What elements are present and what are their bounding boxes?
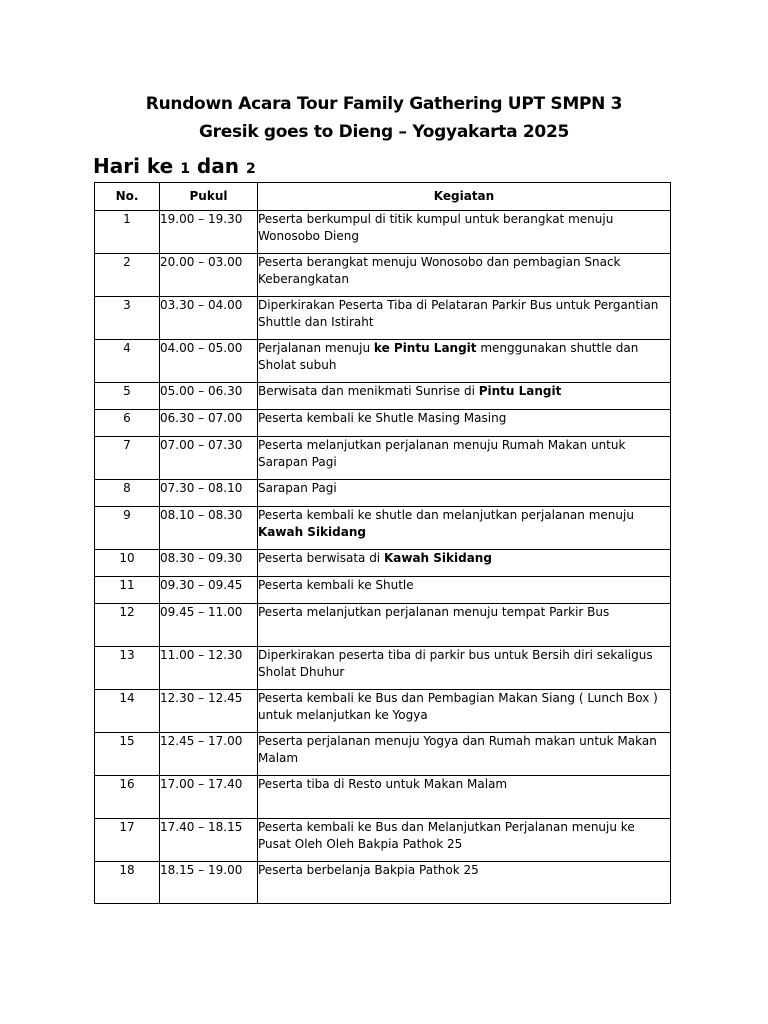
document-title bbox=[0, 90, 768, 146]
activity-text: Peserta melanjutkan perjalanan menuju tempat Parkir Bus bbox=[258, 605, 610, 619]
row-number: 12 bbox=[95, 604, 160, 647]
row-time: 08.30 – 09.30 bbox=[160, 550, 258, 577]
table-row bbox=[95, 604, 671, 647]
table-row bbox=[95, 647, 671, 690]
activity-text: Peserta berkumpul di titik kumpul untuk berangkat menuju Wonosobo Dieng bbox=[258, 212, 614, 243]
day-heading-prefix: Hari ke bbox=[93, 154, 181, 178]
activity-text: Diperkirakan peserta tiba di parkir bus untuk Bersih diri sekaligus Sholat Dhuhur bbox=[258, 648, 653, 679]
activity-text: Peserta melanjutkan perjalanan menuju Rumah Makan untuk Sarapan Pagi bbox=[258, 438, 626, 469]
rundown-table bbox=[94, 182, 671, 904]
row-activity bbox=[258, 647, 671, 690]
activity-text-highlight: Pintu Langit bbox=[478, 384, 562, 398]
document-title-line-2: Gresik goes to Dieng – Yogyakarta 2025 bbox=[199, 122, 569, 142]
table-row bbox=[95, 480, 671, 507]
table-row bbox=[95, 297, 671, 340]
row-time: 09.30 – 09.45 bbox=[160, 577, 258, 604]
row-number: 18 bbox=[95, 862, 160, 904]
row-activity bbox=[258, 340, 671, 383]
table-row bbox=[95, 340, 671, 383]
header-activity: Kegiatan bbox=[258, 183, 671, 211]
activity-text: Peserta berbelanja Bakpia Pathok 25 bbox=[258, 863, 479, 877]
row-number: 13 bbox=[95, 647, 160, 690]
row-activity bbox=[258, 383, 671, 410]
table-row bbox=[95, 410, 671, 437]
row-time: 05.00 – 06.30 bbox=[160, 383, 258, 410]
day-heading-first-number: 1 bbox=[180, 161, 190, 177]
row-number: 15 bbox=[95, 733, 160, 776]
row-number: 1 bbox=[95, 211, 160, 254]
day-heading-connector: dan bbox=[189, 154, 246, 178]
row-activity bbox=[258, 480, 671, 507]
activity-text: Peserta kembali ke Shutle bbox=[258, 578, 414, 592]
row-activity bbox=[258, 550, 671, 577]
activity-text: Peserta kembali ke Bus dan Melanjutkan Perjalanan menuju ke Pusat Oleh Oleh Bakpia Pathok 25 bbox=[258, 820, 635, 851]
row-time: 07.00 – 07.30 bbox=[160, 437, 258, 480]
row-time: 06.30 – 07.00 bbox=[160, 410, 258, 437]
row-number: 2 bbox=[95, 254, 160, 297]
activity-text-highlight: ke Pintu Langit bbox=[373, 341, 477, 355]
table-header-row bbox=[95, 183, 671, 211]
activity-text: Peserta kembali ke Bus dan Pembagian Makan Siang ( Lunch Box ) untuk melanjutkan ke Yogya bbox=[258, 691, 658, 722]
row-time: 04.00 – 05.00 bbox=[160, 340, 258, 383]
row-time: 07.30 – 08.10 bbox=[160, 480, 258, 507]
row-time: 11.00 – 12.30 bbox=[160, 647, 258, 690]
table-row bbox=[95, 254, 671, 297]
row-number: 10 bbox=[95, 550, 160, 577]
activity-text: Berwisata dan menikmati Sunrise di bbox=[258, 384, 479, 398]
row-time: 19.00 – 19.30 bbox=[160, 211, 258, 254]
activity-text: Peserta perjalanan menuju Yogya dan Rumah makan untuk Makan Malam bbox=[258, 734, 657, 765]
table-row bbox=[95, 383, 671, 410]
row-time: 12.45 – 17.00 bbox=[160, 733, 258, 776]
row-number: 4 bbox=[95, 340, 160, 383]
row-activity bbox=[258, 604, 671, 647]
row-activity bbox=[258, 507, 671, 550]
document-title-line-1: Rundown Acara Tour Family Gathering UPT SMPN 3 bbox=[145, 94, 623, 114]
table-row bbox=[95, 507, 671, 550]
row-activity bbox=[258, 437, 671, 480]
activity-text: Peserta berangkat menuju Wonosobo dan pembagian Snack Keberangkatan bbox=[258, 255, 621, 286]
table-row bbox=[95, 437, 671, 480]
row-activity bbox=[258, 862, 671, 904]
row-number: 14 bbox=[95, 690, 160, 733]
activity-text: Perjalanan menuju bbox=[258, 341, 374, 355]
row-activity bbox=[258, 211, 671, 254]
row-number: 11 bbox=[95, 577, 160, 604]
header-no: No. bbox=[95, 183, 160, 211]
row-time: 17.40 – 18.15 bbox=[160, 819, 258, 862]
activity-text: Peserta tiba di Resto untuk Makan Malam bbox=[258, 777, 508, 791]
row-time: 17.00 – 17.40 bbox=[160, 776, 258, 819]
row-activity bbox=[258, 577, 671, 604]
row-number: 7 bbox=[95, 437, 160, 480]
table-row bbox=[95, 819, 671, 862]
activity-text: Peserta kembali ke shutle dan melanjutkan perjalanan menuju bbox=[258, 508, 634, 522]
table-row bbox=[95, 211, 671, 254]
activity-text: Sarapan Pagi bbox=[258, 481, 337, 495]
table-row bbox=[95, 690, 671, 733]
row-activity bbox=[258, 819, 671, 862]
row-number: 9 bbox=[95, 507, 160, 550]
activity-text-highlight: Kawah Sikidang bbox=[383, 551, 492, 565]
table-row bbox=[95, 733, 671, 776]
activity-text: Peserta berwisata di bbox=[258, 551, 384, 565]
row-time: 12.30 – 12.45 bbox=[160, 690, 258, 733]
row-number: 8 bbox=[95, 480, 160, 507]
activity-text: Peserta kembali ke Shutle Masing Masing bbox=[258, 411, 507, 425]
row-number: 6 bbox=[95, 410, 160, 437]
table-row bbox=[95, 862, 671, 904]
row-activity bbox=[258, 776, 671, 819]
row-activity bbox=[258, 254, 671, 297]
row-activity bbox=[258, 297, 671, 340]
day-heading-second-number: 2 bbox=[245, 161, 256, 177]
activity-text: Diperkirakan Peserta Tiba di Pelataran Parkir Bus untuk Pergantian Shuttle dan Istiraht bbox=[258, 298, 659, 329]
row-activity bbox=[258, 733, 671, 776]
row-number: 3 bbox=[95, 297, 160, 340]
row-number: 16 bbox=[95, 776, 160, 819]
row-number: 17 bbox=[95, 819, 160, 862]
table-row bbox=[95, 550, 671, 577]
day-heading bbox=[93, 152, 256, 183]
row-time: 18.15 – 19.00 bbox=[160, 862, 258, 904]
row-time: 20.00 – 03.00 bbox=[160, 254, 258, 297]
row-activity bbox=[258, 410, 671, 437]
header-time: Pukul bbox=[160, 183, 258, 211]
row-time: 09.45 – 11.00 bbox=[160, 604, 258, 647]
table-row bbox=[95, 776, 671, 819]
row-time: 03.30 – 04.00 bbox=[160, 297, 258, 340]
row-time: 08.10 – 08.30 bbox=[160, 507, 258, 550]
row-activity bbox=[258, 690, 671, 733]
row-number: 5 bbox=[95, 383, 160, 410]
activity-text-highlight: Kawah Sikidang bbox=[258, 525, 366, 539]
activity-text: menggunakan shuttle dan Sholat subuh bbox=[258, 341, 639, 372]
table-row bbox=[95, 577, 671, 604]
table-body bbox=[95, 211, 671, 904]
